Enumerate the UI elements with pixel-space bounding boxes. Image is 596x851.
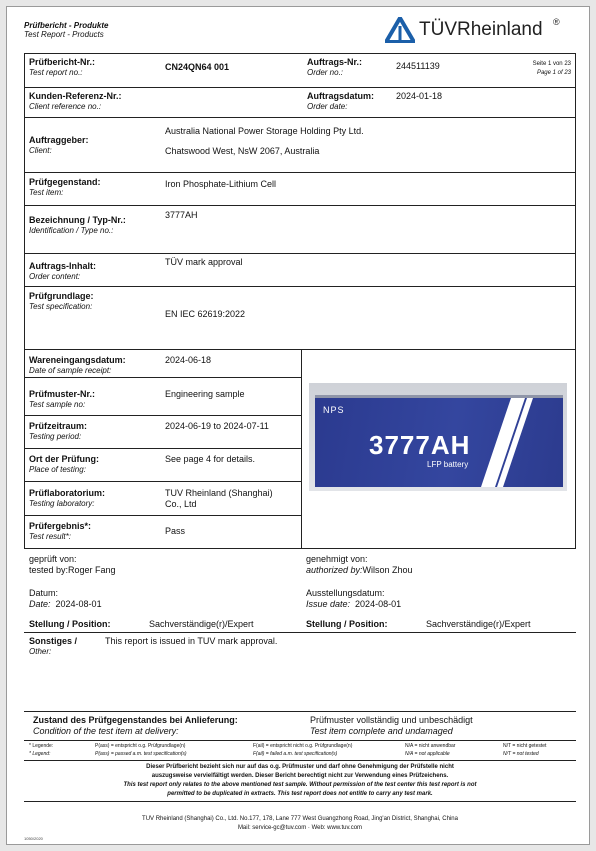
title-de: Prüfbericht - Produkte (24, 21, 109, 30)
place-of-testing-label: Ort der Prüfung: (29, 454, 99, 464)
test-item-label: Prüfgegenstand: (29, 177, 101, 187)
disclaimer-de-1: Dieser Prüfbericht bezieht sich nur auf das o.g. Prüfmuster und darf ohne Genehmigung der Prüfstelle nicht (146, 764, 454, 770)
battery-stripes (481, 398, 533, 487)
product-photo (309, 383, 567, 491)
disclaimer-en-2: permitted to be duplicated in extracts. This test report does not entitle to carry any test mark. (167, 791, 433, 797)
legend-pass-en: P(ass) = passed a.m. test specification(s) (95, 751, 187, 757)
report-number-label-en: Test report no.: (29, 68, 83, 77)
place-of-testing: See page 4 for details. (165, 454, 256, 464)
tested-by-name: Roger Fang (68, 565, 116, 575)
client-name: Australia National Power Storage Holding Pty Ltd. (165, 126, 364, 136)
condition-value-en: Test item complete and undamaged (310, 726, 453, 736)
battery-brand: NPS (323, 405, 345, 415)
date-label: Datum: (29, 588, 59, 598)
client-label-en: Client: (29, 146, 52, 155)
order-content-label: Auftrags-Inhalt: (29, 261, 96, 271)
report-number: CN24QN64 001 (165, 62, 230, 72)
order-number: 244511139 (396, 61, 440, 71)
logo-registered: ® (553, 17, 560, 27)
sample-no: Engineering sample (165, 389, 245, 399)
sample-no-label: Prüfmuster-Nr.: (29, 389, 96, 399)
tested-by-label-en: tested by: (29, 565, 69, 575)
legend-pass-de: P(ass) = entspricht o.g. Prüfgrundlage(n) (95, 743, 186, 749)
test-spec: EN IEC 62619:2022 (165, 309, 246, 319)
other-label-en: Other: (29, 647, 52, 656)
position-label-right: Stellung / Position: (306, 619, 388, 629)
order-date-label: Auftragsdatum: (307, 91, 374, 101)
other-text: This report is issued in TUV mark approval. (105, 636, 278, 646)
test-result: Pass (165, 526, 186, 536)
receipt-date-label: Wareneingangsdatum: (29, 355, 126, 365)
issue-date-label-en: Issue date: (306, 599, 351, 609)
testing-period-label: Prüfzeitraum: (29, 421, 88, 431)
legend-fail-de: F(ail) = entspricht nicht o.g. Prüfgrundlage(n) (253, 743, 353, 749)
testing-lab-line1: TUV Rheinland (Shanghai) (165, 488, 273, 498)
legend-nt-de: N/T = nicht getestet (503, 743, 547, 749)
condition-label: Zustand des Prüfgegenstandes bei Anlieferung: (33, 715, 238, 725)
condition-value: Prüfmuster vollständig und unbeschädigt (310, 715, 473, 725)
date-label-en: Date: (29, 599, 51, 609)
testing-period-label-en: Testing period: (29, 432, 82, 441)
position-value-left: Sachverständige(r)/Expert (149, 619, 254, 629)
approved-by-row (306, 565, 413, 576)
position-label-left: Stellung / Position: (29, 619, 111, 629)
tested-by-row (29, 565, 116, 576)
order-number-label-en: Order no.: (307, 68, 344, 77)
battery-capacity: 3777AH (369, 430, 471, 460)
approved-by-label-en: authorized by: (306, 565, 363, 575)
test-spec-label: Prüfgrundlage: (29, 291, 94, 301)
issue-date-value: 2024-08-01 (355, 599, 402, 609)
client-label: Auftraggeber: (29, 135, 89, 145)
testing-lab-label-en: Testing laboratory: (29, 499, 95, 508)
report-number-label: Prüfbericht-Nr.: (29, 57, 96, 67)
test-spec-label-en: Test specification: (29, 302, 93, 311)
approved-by-label: genehmigt von: (306, 554, 368, 564)
position-value-right: Sachverständige(r)/Expert (426, 619, 531, 629)
test-item: Iron Phosphate-Lithium Cell (165, 179, 277, 189)
identification-label-en: Identification / Type no.: (29, 226, 114, 235)
identification-label: Bezeichnung / Typ-Nr.: (29, 215, 126, 225)
tuv-triangle-icon (385, 17, 415, 43)
tuv-logo (385, 15, 585, 45)
client-ref-label: Kunden-Referenz-Nr.: (29, 91, 122, 101)
legend-na-en: N/A = not applicable (405, 751, 450, 757)
order-content: TÜV mark approval (165, 257, 243, 267)
disclaimer-en-1: This test report only relates to the above mentioned test sample. Without permission of the test center this test report is not (123, 782, 477, 788)
title-en: Test Report - Products (24, 30, 104, 39)
issue-date-label: Ausstellungsdatum: (306, 588, 385, 598)
legend-fail-en: F(ail) = failed a.m. test specification(s) (253, 751, 338, 757)
legend-nt-en: N/T = not tested (503, 751, 539, 757)
test-result-label-en: Test result*: (29, 532, 71, 541)
testing-lab-line2: Co., Ltd (165, 499, 197, 509)
order-content-label-en: Order content: (29, 272, 81, 281)
legend-label-en: * Legend: (29, 751, 51, 757)
logo-text: TÜVRheinland (419, 19, 543, 40)
client-address: Chatswood West, NsW 2067, Australia (165, 146, 320, 156)
sample-no-label-en: Test sample no: (29, 400, 86, 409)
report-page (6, 6, 590, 845)
test-item-label-en: Test item: (29, 188, 64, 197)
footer-address: TUV Rheinland (Shanghai) Co., Ltd. No.177, 178, Lane 777 West Guangzhong Road, Jing'an District, Shanghai, China (142, 816, 458, 822)
identification: 3777AH (165, 210, 198, 220)
disclaimer-de-2: auszugsweise vervielfältigt werden. Dieser Bericht berechtigt nicht zur Verwendung eines Prüfzeichens. (151, 773, 449, 779)
approved-by-name: Wilson Zhou (362, 565, 413, 575)
client-ref-label-en: Client reference no.: (29, 102, 102, 111)
order-date: 2024-01-18 (396, 91, 443, 101)
issue-date-row (306, 599, 401, 610)
receipt-date: 2024-06-18 (165, 355, 212, 365)
battery-type: LFP battery (427, 460, 469, 469)
place-of-testing-label-en: Place of testing: (29, 465, 86, 474)
page-indicator-de: Seite 1 von 23 (532, 61, 571, 67)
footer-code: 1050/2020 (24, 836, 43, 841)
footer-contact: Mail: service-gc@tuv.com · Web: www.tuv.com (237, 825, 363, 831)
date-value: 2024-08-01 (55, 599, 102, 609)
other-label: Sonstiges / (29, 636, 78, 646)
testing-period: 2024-06-19 to 2024-07-11 (165, 421, 269, 431)
test-result-label: Prüfergebnis*: (29, 521, 92, 531)
receipt-date-label-en: Date of sample receipt: (29, 366, 112, 375)
order-number-label: Auftrags-Nr.: (307, 57, 363, 67)
order-date-label-en: Order date: (307, 102, 348, 111)
tested-by-label: geprüft von: (29, 554, 77, 564)
page-indicator-en: Page 1 of 23 (536, 70, 571, 76)
legend-label-de: * Legende: (29, 743, 54, 749)
testing-lab-label: Prüflaboratorium: (29, 488, 106, 498)
condition-label-en: Condition of the test item at delivery: (33, 726, 179, 736)
legend-na-de: N/A = nicht anwendbar (405, 743, 456, 749)
date-row (29, 599, 102, 610)
